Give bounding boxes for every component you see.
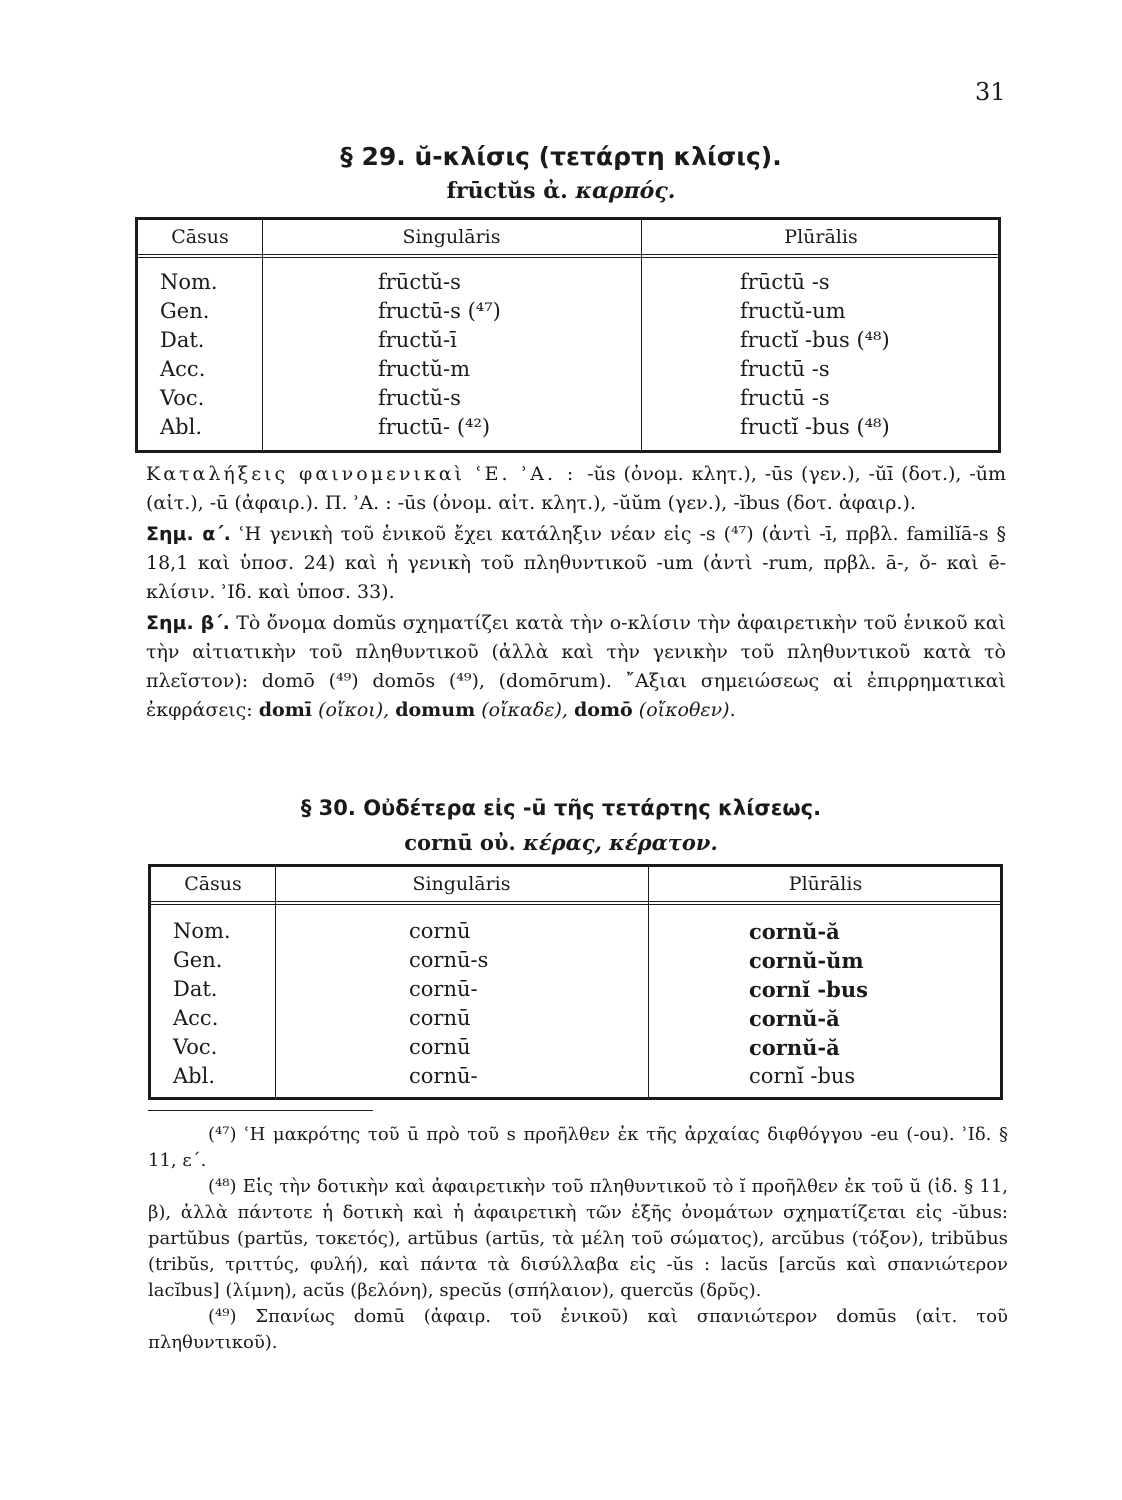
section-29-subtitle bbox=[0, 178, 1122, 204]
case-label: Abl. bbox=[173, 1064, 215, 1088]
header-singularis: Singulāris bbox=[402, 226, 501, 248]
header-singularis: Singulāris bbox=[412, 873, 511, 895]
gloss: κέρας, κέρατον. bbox=[523, 830, 718, 855]
plural-form: cornĭ -bus bbox=[749, 1064, 856, 1088]
footnotes bbox=[148, 1122, 1008, 1356]
adverbial-gloss: (οἴκαδε), bbox=[481, 699, 568, 721]
header-casus: Cāsus bbox=[184, 873, 242, 895]
plural-form: cornŭ-ă bbox=[749, 1035, 840, 1060]
plural-form: fructŭ-um bbox=[740, 299, 846, 323]
note-b-label: Σημ. β΄. bbox=[146, 612, 230, 634]
plural-form: fructĭ -bus (⁴⁸) bbox=[740, 415, 890, 439]
adverbial-form: domō bbox=[573, 699, 633, 721]
singular-form: fructū- (⁴²) bbox=[378, 415, 491, 439]
adverbial-form: domum bbox=[395, 699, 476, 721]
singular-form: cornū bbox=[409, 1035, 471, 1059]
lemma: frūctŭs bbox=[446, 178, 536, 204]
singular-form: cornū bbox=[409, 1006, 471, 1030]
footnote-47: (⁴⁷) ʿΗ μακρότης τοῦ ū πρὸ τοῦ s προῆλθεν ἐκ τῆς ἀρχαίας διφθόγγου -eu (-ou). ʾΙδ. § 11, ε΄. bbox=[148, 1124, 1008, 1171]
plural-form: fructū -s bbox=[740, 357, 830, 381]
adverbial-form: domī bbox=[258, 699, 313, 721]
adverbial-gloss: (οἴκοθεν). bbox=[638, 699, 736, 721]
case-label: Nom. bbox=[160, 270, 218, 294]
footnote-48: (⁴⁸) Εἰς τὴν δοτικὴν καὶ ἀφαιρετικὴν τοῦ πληθυντικοῦ τὸ ĭ προῆλθεν ἐκ τοῦ ŭ (ἰδ. § 11, β), ἀλλὰ πάντοτε ἡ δοτικὴ καὶ ἡ ἀφαιρετικὴ τῶν ἑξῆς ὀνομάτων σχηματίζεται εἰς -ŭbus: partŭbus (partŭs, τοκετός), artŭbus (artūs, τὰ μέλη τοῦ σώματος), arcŭbus (τόξον), tribŭbus (tribŭs, τριττύς, φυλή), καὶ πάντα τὰ δισύλλαβα εἰς -ŭs : lacŭs [arcŭs καὶ σπανιώτερον lacĭbus] (λίμνη), acŭs (βελόνη), specŭs (σπήλαιον), quercŭs (δρῦς). bbox=[148, 1176, 1008, 1301]
footnote-rule bbox=[148, 1110, 373, 1111]
plural-form: cornŭ-ă bbox=[749, 919, 840, 944]
case-label: Dat. bbox=[160, 328, 205, 352]
declension-table-fructus bbox=[135, 217, 1001, 453]
endings-paragraph bbox=[146, 460, 1006, 725]
singular-form: cornū-s bbox=[409, 948, 489, 972]
section-29-title: § 29. ŭ-κλίσις (τετάρτη κλίσις). bbox=[340, 142, 782, 171]
case-label: Gen. bbox=[173, 948, 223, 972]
endings-text: -ŭs (ὀνομ. κλητ.), -ūs (γεν.), -ŭī (δοτ.), -ŭm (αἰτ.), -ū (ἀφαιρ.). Π. ʾΑ. : -ūs (ὀνομ. αἰτ. κλητ.), -ŭŭm (γεν.), -ĭbus (δοτ. ἀφαιρ.). bbox=[146, 463, 1006, 514]
case-label: Gen. bbox=[160, 299, 210, 323]
endings-lead: Καταλήξεις φαινομενικαὶ ʿΕ. ʾΑ. : bbox=[146, 463, 588, 485]
note-b-text: Τὸ ὄνομα domŭs σχηματίζει κατὰ τὴν o-κλίσιν τὴν ἀφαιρετικὴν τοῦ ἑνικοῦ καὶ τὴν αἰτιατικὴν τοῦ πληθυντικοῦ (ἀλλὰ καὶ τὴν γενικὴν τοῦ πληθυντικοῦ κατὰ τὸ πλεῖστον): domō (⁴⁹) domōs (⁴⁹), (domōrum). ῎Αξιαι σημειώσεως αἱ ἐπιρρηματικαὶ ἐκφράσεις: bbox=[146, 612, 1007, 721]
plural-form: cornĭ -bus bbox=[749, 977, 868, 1002]
note-a-text: ʿΗ γενικὴ τοῦ ἑνικοῦ ἔχει κατάληξιν νέαν εἰς -s (⁴⁷) (ἀντὶ -ī, πρβλ. familĭā-s § 18,1 καὶ ὑποσ. 24) καὶ ἡ γενικὴ τοῦ πληθυντικοῦ -um (ἀντὶ -rum, πρβλ. ā-, ŏ- καὶ ē-κλίσιν. ʾΙδ. καὶ ὑποσ. 33). bbox=[146, 523, 1006, 603]
singular-form: fructŭ-m bbox=[378, 357, 471, 381]
case-label: Acc. bbox=[160, 357, 206, 381]
plural-form: cornŭ-ŭm bbox=[749, 948, 864, 973]
section-30-subtitle bbox=[0, 830, 1122, 855]
section-30-title: § 30. Οὐδέτερα εἰς -ū τῆς τετάρτης κλίσεως. bbox=[300, 796, 822, 820]
singular-form: fructŭ-s bbox=[378, 386, 461, 410]
case-label: Nom. bbox=[173, 919, 231, 943]
singular-form: fructŭ-ī bbox=[378, 328, 457, 352]
plural-form: frūctū -s bbox=[740, 270, 830, 294]
plural-form: fructū -s bbox=[740, 386, 830, 410]
declension-table-cornu bbox=[148, 864, 1003, 1100]
footnote-49: (⁴⁹) Σπανίως domū (ἀφαιρ. τοῦ ἑνικοῦ) καὶ σπανιώτερον domūs (αἰτ. τοῦ πληθυντικοῦ). bbox=[148, 1306, 1008, 1353]
singular-form: cornū bbox=[409, 919, 471, 943]
case-label: Dat. bbox=[173, 977, 218, 1001]
page-number: 31 bbox=[975, 78, 1006, 106]
gloss: καρπός. bbox=[575, 178, 676, 204]
lemma: cornū bbox=[404, 830, 473, 855]
singular-form: cornū- bbox=[409, 1064, 478, 1088]
gender: οὐ. bbox=[479, 830, 516, 855]
adverbial-gloss: (οἴκοι), bbox=[318, 699, 390, 721]
singular-form: fructū-s (⁴⁷) bbox=[378, 299, 501, 323]
plural-form: cornŭ-ă bbox=[749, 1006, 840, 1031]
plural-form: fructĭ -bus (⁴⁸) bbox=[740, 328, 890, 352]
singular-form: frūctŭ-s bbox=[378, 270, 461, 294]
case-label: Abl. bbox=[160, 415, 202, 439]
singular-form: cornū- bbox=[409, 977, 478, 1001]
header-pluralis: Plūrālis bbox=[788, 873, 863, 895]
case-label: Voc. bbox=[160, 386, 205, 410]
header-casus: Cāsus bbox=[171, 226, 229, 248]
gender: ἀ. bbox=[543, 178, 568, 204]
header-pluralis: Plūrālis bbox=[784, 226, 858, 248]
case-label: Voc. bbox=[173, 1035, 218, 1059]
case-label: Acc. bbox=[173, 1006, 219, 1030]
note-a-label: Σημ. α΄. bbox=[146, 523, 231, 545]
